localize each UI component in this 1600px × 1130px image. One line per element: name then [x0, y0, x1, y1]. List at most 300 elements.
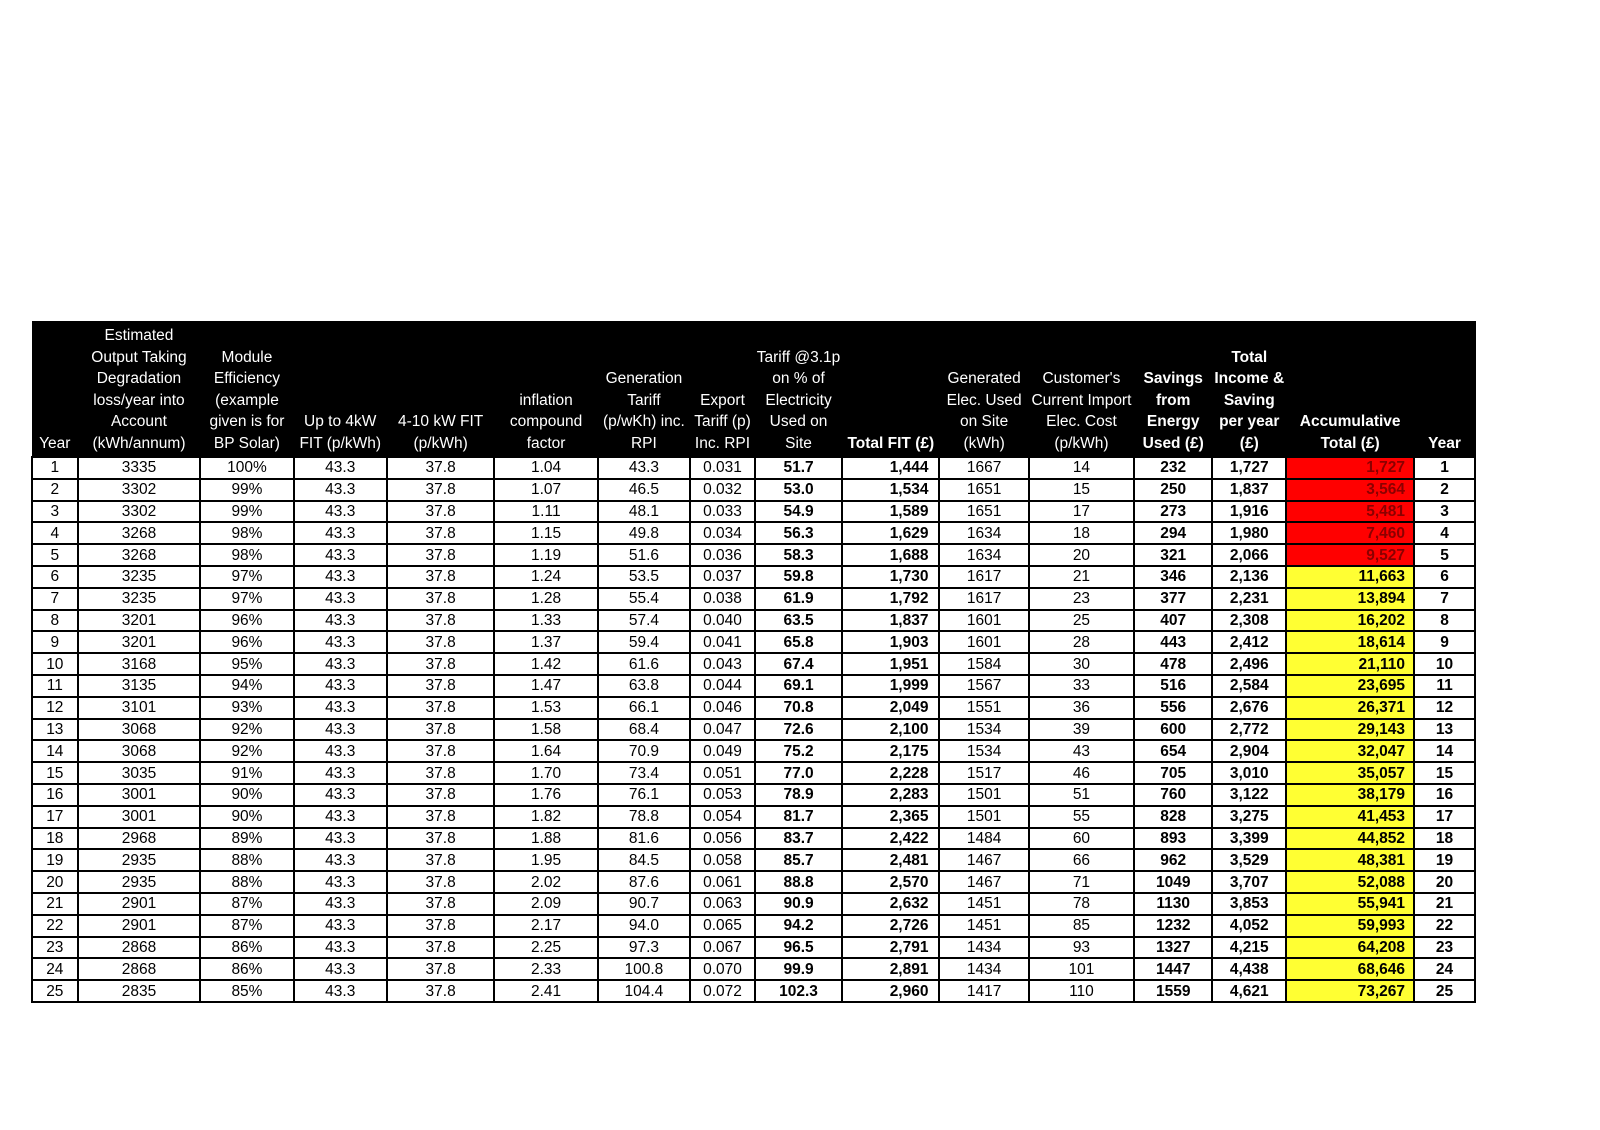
cell-output: 3235	[78, 588, 201, 610]
cell-savings: 1447	[1134, 958, 1212, 980]
cell-year: 8	[32, 610, 78, 632]
table-row	[32, 501, 1475, 523]
cell-output: 3101	[78, 697, 201, 719]
cell-generated-on-site: 1617	[939, 588, 1028, 610]
cell-year-right: 21	[1414, 893, 1475, 915]
cell-total-income: 2,412	[1212, 631, 1286, 653]
cell-savings: 294	[1134, 522, 1212, 544]
cell-year: 5	[32, 544, 78, 566]
cell-year-right: 12	[1414, 697, 1475, 719]
cell-accumulative-total: 9,527	[1286, 544, 1414, 566]
cell-inflation: 2.09	[494, 893, 597, 915]
cell-inflation: 1.04	[494, 457, 597, 479]
cell-tariff-on-site: 65.8	[755, 631, 842, 653]
cell-total-income: 4,438	[1212, 958, 1286, 980]
cell-export-tariff: 0.061	[690, 871, 755, 893]
cell-fit-10kw: 37.8	[387, 479, 494, 501]
cell-export-tariff: 0.067	[690, 937, 755, 959]
cell-year-right: 10	[1414, 653, 1475, 675]
cell-import-cost: 55	[1029, 806, 1134, 828]
cell-savings: 250	[1134, 479, 1212, 501]
header-savings: Savings from Energy Used (£)	[1134, 321, 1212, 457]
cell-total-income: 2,136	[1212, 566, 1286, 588]
cell-total-fit: 1,837	[842, 610, 939, 632]
cell-efficiency: 86%	[200, 937, 293, 959]
cell-fit-4kw: 43.3	[294, 958, 387, 980]
cell-total-fit: 2,632	[842, 893, 939, 915]
cell-fit-10kw: 37.8	[387, 501, 494, 523]
cell-total-fit: 2,891	[842, 958, 939, 980]
cell-year-right: 11	[1414, 675, 1475, 697]
cell-fit-4kw: 43.3	[294, 457, 387, 479]
cell-accumulative-total: 16,202	[1286, 610, 1414, 632]
cell-import-cost: 71	[1029, 871, 1134, 893]
cell-efficiency: 99%	[200, 501, 293, 523]
cell-generation-tariff: 46.5	[598, 479, 690, 501]
cell-output: 3201	[78, 631, 201, 653]
cell-tariff-on-site: 70.8	[755, 697, 842, 719]
cell-total-fit: 2,570	[842, 871, 939, 893]
cell-total-income: 3,529	[1212, 849, 1286, 871]
cell-total-fit: 2,175	[842, 740, 939, 762]
cell-generated-on-site: 1634	[939, 544, 1028, 566]
cell-inflation: 1.07	[494, 479, 597, 501]
cell-generated-on-site: 1651	[939, 479, 1028, 501]
cell-accumulative-total: 23,695	[1286, 675, 1414, 697]
cell-fit-10kw: 37.8	[387, 849, 494, 871]
cell-year-right: 7	[1414, 588, 1475, 610]
cell-total-fit: 1,534	[842, 479, 939, 501]
cell-import-cost: 85	[1029, 915, 1134, 937]
cell-generated-on-site: 1667	[939, 457, 1028, 479]
cell-fit-10kw: 37.8	[387, 740, 494, 762]
cell-year-right: 17	[1414, 806, 1475, 828]
cell-tariff-on-site: 90.9	[755, 893, 842, 915]
cell-fit-10kw: 37.8	[387, 610, 494, 632]
cell-fit-10kw: 37.8	[387, 588, 494, 610]
cell-output: 3068	[78, 740, 201, 762]
cell-fit-4kw: 43.3	[294, 588, 387, 610]
cell-year: 15	[32, 762, 78, 784]
cell-tariff-on-site: 58.3	[755, 544, 842, 566]
header-import-cost: Customer's Current Import Elec. Cost (p/kWh)	[1029, 321, 1134, 457]
cell-tariff-on-site: 75.2	[755, 740, 842, 762]
cell-import-cost: 15	[1029, 479, 1134, 501]
cell-export-tariff: 0.065	[690, 915, 755, 937]
cell-export-tariff: 0.034	[690, 522, 755, 544]
cell-fit-4kw: 43.3	[294, 784, 387, 806]
cell-output: 3302	[78, 501, 201, 523]
cell-generated-on-site: 1484	[939, 828, 1028, 850]
cell-tariff-on-site: 102.3	[755, 980, 842, 1002]
cell-inflation: 1.37	[494, 631, 597, 653]
cell-fit-10kw: 37.8	[387, 522, 494, 544]
cell-efficiency: 98%	[200, 544, 293, 566]
cell-accumulative-total: 11,663	[1286, 566, 1414, 588]
cell-savings: 893	[1134, 828, 1212, 850]
table-row	[32, 849, 1475, 871]
cell-year-right: 14	[1414, 740, 1475, 762]
cell-generation-tariff: 76.1	[598, 784, 690, 806]
cell-total-income: 2,676	[1212, 697, 1286, 719]
cell-export-tariff: 0.063	[690, 893, 755, 915]
cell-savings: 760	[1134, 784, 1212, 806]
cell-generation-tariff: 70.9	[598, 740, 690, 762]
cell-accumulative-total: 52,088	[1286, 871, 1414, 893]
cell-year: 19	[32, 849, 78, 871]
cell-generated-on-site: 1451	[939, 893, 1028, 915]
cell-output: 3268	[78, 522, 201, 544]
cell-tariff-on-site: 61.9	[755, 588, 842, 610]
cell-generated-on-site: 1601	[939, 610, 1028, 632]
table-row	[32, 544, 1475, 566]
cell-inflation: 2.17	[494, 915, 597, 937]
cell-total-fit: 2,049	[842, 697, 939, 719]
cell-year-right: 24	[1414, 958, 1475, 980]
cell-import-cost: 23	[1029, 588, 1134, 610]
cell-inflation: 1.53	[494, 697, 597, 719]
cell-fit-4kw: 43.3	[294, 806, 387, 828]
cell-output: 3001	[78, 806, 201, 828]
cell-efficiency: 89%	[200, 828, 293, 850]
cell-efficiency: 90%	[200, 806, 293, 828]
cell-tariff-on-site: 67.4	[755, 653, 842, 675]
cell-inflation: 2.41	[494, 980, 597, 1002]
table-row	[32, 915, 1475, 937]
cell-accumulative-total: 26,371	[1286, 697, 1414, 719]
cell-efficiency: 97%	[200, 566, 293, 588]
cell-savings: 407	[1134, 610, 1212, 632]
cell-import-cost: 36	[1029, 697, 1134, 719]
cell-fit-10kw: 37.8	[387, 937, 494, 959]
cell-year-right: 15	[1414, 762, 1475, 784]
cell-generation-tariff: 51.6	[598, 544, 690, 566]
cell-savings: 516	[1134, 675, 1212, 697]
cell-import-cost: 78	[1029, 893, 1134, 915]
cell-year-right: 19	[1414, 849, 1475, 871]
cell-accumulative-total: 68,646	[1286, 958, 1414, 980]
cell-output: 2901	[78, 915, 201, 937]
cell-export-tariff: 0.032	[690, 479, 755, 501]
cell-fit-10kw: 37.8	[387, 828, 494, 850]
header-tariff-on-site: Tariff @3.1p on % of Electricity Used on Site	[755, 321, 842, 457]
cell-total-fit: 2,422	[842, 828, 939, 850]
table-row	[32, 762, 1475, 784]
cell-accumulative-total: 32,047	[1286, 740, 1414, 762]
cell-fit-4kw: 43.3	[294, 980, 387, 1002]
cell-generation-tariff: 104.4	[598, 980, 690, 1002]
cell-tariff-on-site: 96.5	[755, 937, 842, 959]
table-row	[32, 457, 1475, 479]
cell-total-income: 3,399	[1212, 828, 1286, 850]
cell-inflation: 1.24	[494, 566, 597, 588]
cell-efficiency: 87%	[200, 915, 293, 937]
cell-import-cost: 33	[1029, 675, 1134, 697]
cell-total-income: 3,275	[1212, 806, 1286, 828]
cell-inflation: 1.15	[494, 522, 597, 544]
cell-generation-tariff: 68.4	[598, 719, 690, 741]
cell-inflation: 2.02	[494, 871, 597, 893]
cell-total-fit: 2,726	[842, 915, 939, 937]
cell-fit-4kw: 43.3	[294, 871, 387, 893]
cell-savings: 346	[1134, 566, 1212, 588]
cell-import-cost: 14	[1029, 457, 1134, 479]
cell-fit-4kw: 43.3	[294, 653, 387, 675]
cell-fit-10kw: 37.8	[387, 697, 494, 719]
cell-generation-tariff: 55.4	[598, 588, 690, 610]
cell-generated-on-site: 1601	[939, 631, 1028, 653]
cell-export-tariff: 0.043	[690, 653, 755, 675]
cell-import-cost: 110	[1029, 980, 1134, 1002]
cell-total-income: 2,066	[1212, 544, 1286, 566]
cell-year: 4	[32, 522, 78, 544]
cell-export-tariff: 0.056	[690, 828, 755, 850]
cell-export-tariff: 0.051	[690, 762, 755, 784]
cell-fit-4kw: 43.3	[294, 610, 387, 632]
cell-year: 2	[32, 479, 78, 501]
cell-export-tariff: 0.044	[690, 675, 755, 697]
cell-efficiency: 85%	[200, 980, 293, 1002]
cell-inflation: 1.76	[494, 784, 597, 806]
cell-import-cost: 66	[1029, 849, 1134, 871]
cell-generation-tariff: 59.4	[598, 631, 690, 653]
cell-export-tariff: 0.058	[690, 849, 755, 871]
cell-accumulative-total: 41,453	[1286, 806, 1414, 828]
header-year: Year	[32, 321, 78, 457]
cell-year: 3	[32, 501, 78, 523]
cell-export-tariff: 0.040	[690, 610, 755, 632]
cell-inflation: 1.11	[494, 501, 597, 523]
cell-year: 1	[32, 457, 78, 479]
cell-accumulative-total: 21,110	[1286, 653, 1414, 675]
cell-generation-tariff: 48.1	[598, 501, 690, 523]
cell-export-tariff: 0.054	[690, 806, 755, 828]
cell-total-income: 1,727	[1212, 457, 1286, 479]
table-row	[32, 828, 1475, 850]
cell-year: 24	[32, 958, 78, 980]
cell-efficiency: 88%	[200, 871, 293, 893]
cell-total-income: 4,052	[1212, 915, 1286, 937]
cell-output: 3268	[78, 544, 201, 566]
cell-year-right: 22	[1414, 915, 1475, 937]
cell-inflation: 1.88	[494, 828, 597, 850]
table-row	[32, 588, 1475, 610]
cell-generation-tariff: 66.1	[598, 697, 690, 719]
cell-efficiency: 98%	[200, 522, 293, 544]
cell-year-right: 1	[1414, 457, 1475, 479]
cell-import-cost: 25	[1029, 610, 1134, 632]
cell-year-right: 16	[1414, 784, 1475, 806]
cell-total-income: 3,010	[1212, 762, 1286, 784]
cell-fit-10kw: 37.8	[387, 653, 494, 675]
cell-year: 22	[32, 915, 78, 937]
cell-inflation: 2.25	[494, 937, 597, 959]
table-row	[32, 566, 1475, 588]
header-4-10kw-fit: 4-10 kW FIT (p/kWh)	[387, 321, 494, 457]
cell-import-cost: 20	[1029, 544, 1134, 566]
cell-total-fit: 1,999	[842, 675, 939, 697]
cell-efficiency: 95%	[200, 653, 293, 675]
cell-fit-4kw: 43.3	[294, 740, 387, 762]
cell-year: 21	[32, 893, 78, 915]
cell-year: 6	[32, 566, 78, 588]
cell-generation-tariff: 90.7	[598, 893, 690, 915]
header-inflation-factor: inflation compound factor	[494, 321, 597, 457]
cell-total-fit: 1,903	[842, 631, 939, 653]
cell-year-right: 20	[1414, 871, 1475, 893]
cell-generation-tariff: 97.3	[598, 937, 690, 959]
cell-fit-10kw: 37.8	[387, 457, 494, 479]
cell-savings: 273	[1134, 501, 1212, 523]
cell-year-right: 5	[1414, 544, 1475, 566]
cell-generation-tariff: 78.8	[598, 806, 690, 828]
cell-inflation: 1.82	[494, 806, 597, 828]
cell-year: 7	[32, 588, 78, 610]
cell-fit-10kw: 37.8	[387, 675, 494, 697]
cell-year: 9	[32, 631, 78, 653]
cell-accumulative-total: 35,057	[1286, 762, 1414, 784]
cell-total-income: 3,707	[1212, 871, 1286, 893]
cell-tariff-on-site: 59.8	[755, 566, 842, 588]
cell-fit-4kw: 43.3	[294, 675, 387, 697]
cell-import-cost: 43	[1029, 740, 1134, 762]
cell-export-tariff: 0.036	[690, 544, 755, 566]
cell-generation-tariff: 73.4	[598, 762, 690, 784]
cell-total-income: 3,853	[1212, 893, 1286, 915]
cell-accumulative-total: 38,179	[1286, 784, 1414, 806]
cell-tariff-on-site: 77.0	[755, 762, 842, 784]
cell-export-tariff: 0.041	[690, 631, 755, 653]
table-row	[32, 479, 1475, 501]
cell-generated-on-site: 1417	[939, 980, 1028, 1002]
table-row	[32, 653, 1475, 675]
cell-fit-4kw: 43.3	[294, 849, 387, 871]
cell-total-income: 2,772	[1212, 719, 1286, 741]
cell-fit-10kw: 37.8	[387, 719, 494, 741]
cell-generated-on-site: 1551	[939, 697, 1028, 719]
header-module-efficiency: Module Efficiency (example given is for BP Solar)	[200, 321, 293, 457]
fit-income-table	[31, 321, 1476, 1003]
cell-efficiency: 92%	[200, 719, 293, 741]
table-row	[32, 893, 1475, 915]
table-row	[32, 697, 1475, 719]
cell-inflation: 1.95	[494, 849, 597, 871]
cell-fit-4kw: 43.3	[294, 915, 387, 937]
cell-efficiency: 91%	[200, 762, 293, 784]
header-generation-tariff: Generation Tariff (p/wKh) inc. RPI	[598, 321, 690, 457]
cell-savings: 321	[1134, 544, 1212, 566]
cell-tariff-on-site: 69.1	[755, 675, 842, 697]
cell-inflation: 1.58	[494, 719, 597, 741]
cell-export-tariff: 0.047	[690, 719, 755, 741]
cell-savings: 1130	[1134, 893, 1212, 915]
cell-year-right: 3	[1414, 501, 1475, 523]
cell-generation-tariff: 84.5	[598, 849, 690, 871]
cell-export-tariff: 0.046	[690, 697, 755, 719]
table-row	[32, 719, 1475, 741]
cell-savings: 1049	[1134, 871, 1212, 893]
table-row	[32, 522, 1475, 544]
cell-efficiency: 96%	[200, 610, 293, 632]
cell-efficiency: 87%	[200, 893, 293, 915]
cell-fit-10kw: 37.8	[387, 566, 494, 588]
cell-generation-tariff: 94.0	[598, 915, 690, 937]
cell-generated-on-site: 1617	[939, 566, 1028, 588]
cell-efficiency: 90%	[200, 784, 293, 806]
cell-fit-10kw: 37.8	[387, 544, 494, 566]
cell-inflation: 1.70	[494, 762, 597, 784]
cell-output: 2935	[78, 849, 201, 871]
cell-output: 2835	[78, 980, 201, 1002]
cell-export-tariff: 0.053	[690, 784, 755, 806]
cell-accumulative-total: 59,993	[1286, 915, 1414, 937]
cell-inflation: 1.42	[494, 653, 597, 675]
cell-generated-on-site: 1434	[939, 958, 1028, 980]
cell-tariff-on-site: 83.7	[755, 828, 842, 850]
cell-total-fit: 2,791	[842, 937, 939, 959]
cell-output: 3235	[78, 566, 201, 588]
cell-export-tariff: 0.031	[690, 457, 755, 479]
cell-total-income: 4,621	[1212, 980, 1286, 1002]
cell-output: 3035	[78, 762, 201, 784]
cell-fit-10kw: 37.8	[387, 958, 494, 980]
cell-fit-4kw: 43.3	[294, 522, 387, 544]
cell-import-cost: 60	[1029, 828, 1134, 850]
header-generated-used-on-site: Generated Elec. Used on Site (kWh)	[939, 321, 1028, 457]
cell-output: 3302	[78, 479, 201, 501]
cell-fit-10kw: 37.8	[387, 631, 494, 653]
cell-generated-on-site: 1584	[939, 653, 1028, 675]
cell-efficiency: 93%	[200, 697, 293, 719]
cell-savings: 828	[1134, 806, 1212, 828]
cell-output: 2901	[78, 893, 201, 915]
cell-fit-4kw: 43.3	[294, 479, 387, 501]
cell-import-cost: 18	[1029, 522, 1134, 544]
cell-fit-4kw: 43.3	[294, 762, 387, 784]
cell-output: 2968	[78, 828, 201, 850]
cell-total-fit: 2,228	[842, 762, 939, 784]
cell-generation-tariff: 100.8	[598, 958, 690, 980]
cell-efficiency: 86%	[200, 958, 293, 980]
table-row	[32, 958, 1475, 980]
cell-efficiency: 88%	[200, 849, 293, 871]
cell-export-tariff: 0.037	[690, 566, 755, 588]
cell-import-cost: 51	[1029, 784, 1134, 806]
cell-accumulative-total: 13,894	[1286, 588, 1414, 610]
cell-year-right: 13	[1414, 719, 1475, 741]
cell-generated-on-site: 1434	[939, 937, 1028, 959]
cell-fit-4kw: 43.3	[294, 631, 387, 653]
cell-year: 13	[32, 719, 78, 741]
cell-generation-tariff: 87.6	[598, 871, 690, 893]
table-row	[32, 675, 1475, 697]
cell-inflation: 1.19	[494, 544, 597, 566]
cell-savings: 478	[1134, 653, 1212, 675]
cell-fit-4kw: 43.3	[294, 697, 387, 719]
cell-total-income: 2,584	[1212, 675, 1286, 697]
cell-import-cost: 17	[1029, 501, 1134, 523]
cell-fit-10kw: 37.8	[387, 893, 494, 915]
cell-total-income: 2,308	[1212, 610, 1286, 632]
cell-total-fit: 1,951	[842, 653, 939, 675]
cell-import-cost: 93	[1029, 937, 1134, 959]
cell-output: 3135	[78, 675, 201, 697]
cell-year: 16	[32, 784, 78, 806]
cell-generation-tariff: 61.6	[598, 653, 690, 675]
cell-efficiency: 100%	[200, 457, 293, 479]
cell-tariff-on-site: 72.6	[755, 719, 842, 741]
cell-generation-tariff: 43.3	[598, 457, 690, 479]
